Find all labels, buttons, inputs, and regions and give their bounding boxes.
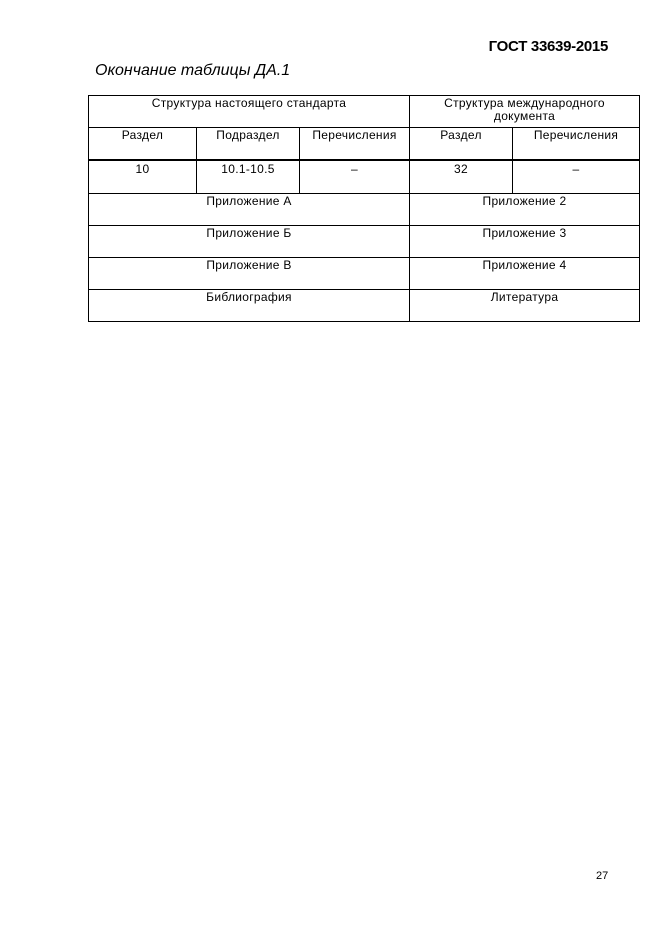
cell-national-appendix: Приложение А (89, 194, 410, 226)
header-section: Раздел (89, 128, 197, 161)
table-row (89, 160, 640, 194)
header-intl-enumerations: Перечисления (513, 128, 640, 161)
header-national-structure: Структура настоящего стандарта (89, 96, 410, 128)
header-enumerations: Перечисления (300, 128, 410, 161)
cell-national-appendix: Приложение В (89, 258, 410, 290)
page-number: 27 (596, 870, 609, 882)
cell-international-appendix: Приложение 2 (410, 194, 640, 226)
header-subsection: Подраздел (197, 128, 300, 161)
table-row (89, 194, 640, 226)
comparison-table (88, 95, 640, 322)
cell-enumerations: – (300, 160, 410, 194)
table-sub-header-row (89, 128, 640, 161)
table-caption: Окончание таблицы ДА.1 (95, 62, 291, 79)
cell-intl-enumerations: – (513, 160, 640, 194)
comparison-table-container (88, 95, 639, 322)
table-row (89, 290, 640, 322)
cell-section: 10 (89, 160, 197, 194)
table-row (89, 226, 640, 258)
header-intl-section: Раздел (410, 128, 513, 161)
table-row (89, 258, 640, 290)
table-group-header-row (89, 96, 640, 128)
cell-international-appendix: Приложение 4 (410, 258, 640, 290)
cell-subsection: 10.1-10.5 (197, 160, 300, 194)
document-code: ГОСТ 33639-2015 (488, 38, 608, 55)
cell-international-literature: Литература (410, 290, 640, 322)
cell-intl-section: 32 (410, 160, 513, 194)
cell-international-appendix: Приложение 3 (410, 226, 640, 258)
cell-national-appendix: Приложение Б (89, 226, 410, 258)
cell-national-bibliography: Библиография (89, 290, 410, 322)
header-international-structure: Структура международного документа (410, 96, 640, 128)
